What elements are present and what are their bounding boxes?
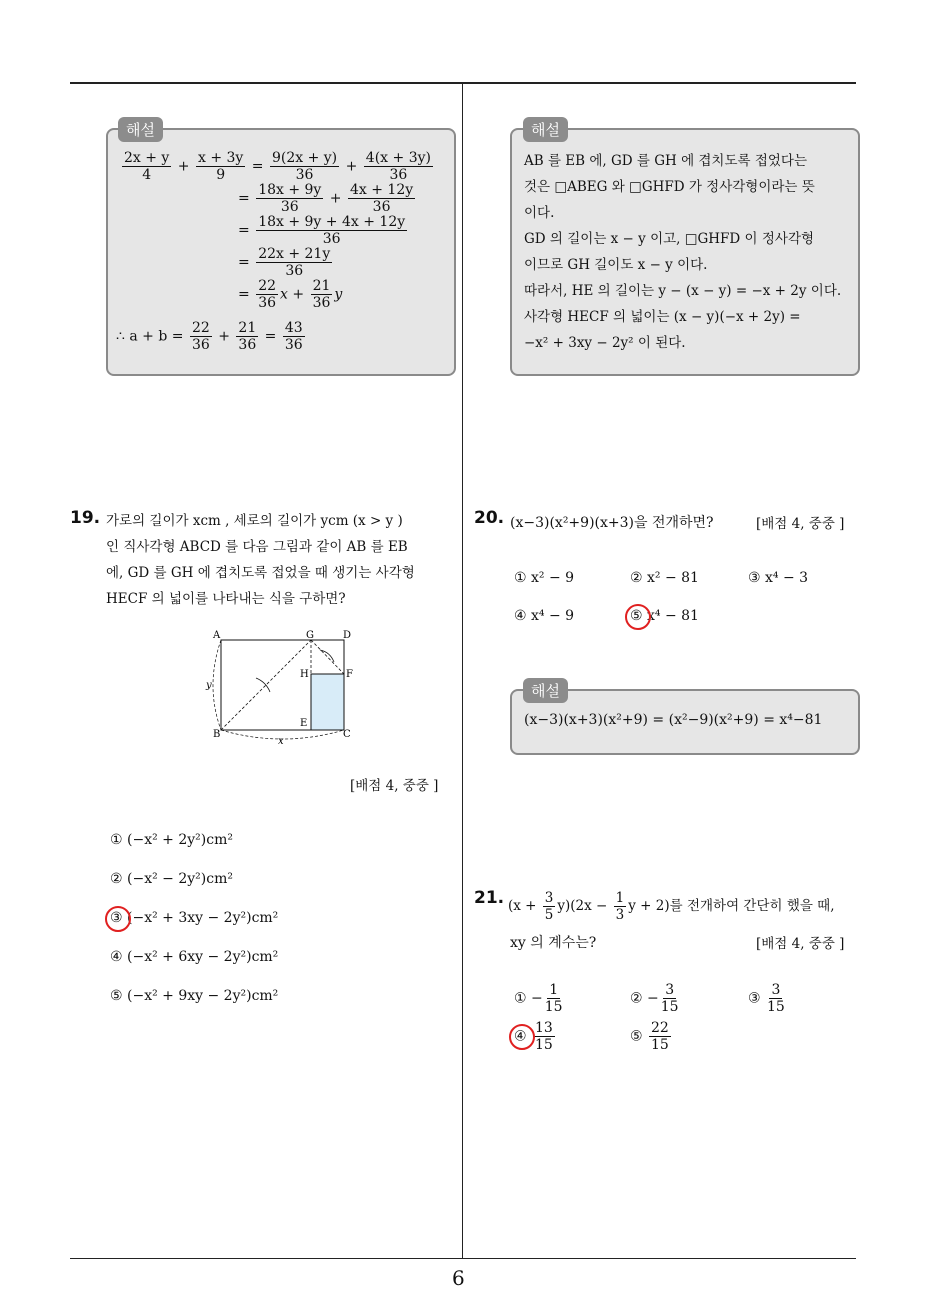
solution18-line2: = $\frac{18x + 9y}{36}$ + $\frac{4x + 12y}{36}$ (238, 182, 414, 215)
solution-tag-20: 해설 (523, 678, 568, 703)
solution-tag-18: 해설 (118, 117, 163, 142)
top-rule (70, 82, 856, 84)
solution18-line4: = $\frac{22x + 21y}{36}$ (238, 246, 331, 279)
hecf-shaded-region (311, 674, 344, 730)
fold-line-gf (311, 640, 344, 674)
question20-text: (x−3)(x²+9)(x+3)을 전개하면? (510, 515, 714, 531)
q19-choice-1[interactable]: ① (−x² + 2y²)cm² (110, 832, 233, 848)
q19-choice-3[interactable]: ③ (−x² + 3xy − 2y²)cm² (110, 910, 279, 926)
q20-choice-2[interactable]: ② x² − 81 (630, 570, 699, 586)
question21-score: [배점 4, 중중 ] (756, 936, 845, 952)
label-d: D (343, 630, 352, 641)
solution19-text (524, 148, 850, 356)
solution19-line: GD 의 길이는 x − y 이고, □GHFD 이 정사각형 (524, 231, 815, 247)
question-number-19: 19. (70, 508, 101, 528)
q21-choice-4[interactable]: ④ $\frac{13}{15}$ (514, 1020, 553, 1053)
label-c: C (343, 729, 351, 740)
solution18-line1: $\frac{2x + y}{4}$ + $\frac{x + 3y}{9}$ = $\frac{9(2x + y)}{36}$ + $\frac{4(x + 3y)}{36}$ (124, 150, 431, 183)
label-h: H (300, 669, 309, 680)
q20-choice-4[interactable]: ④ x⁴ − 9 (514, 608, 575, 624)
label-g: G (306, 630, 314, 641)
question19-text (106, 508, 456, 612)
solution18-conclusion: ∴ a + b = $\frac{22}{36}$ + $\frac{21}{36}$ = $\frac{43}{36}$ (116, 320, 303, 353)
question-number-20: 20. (474, 508, 505, 528)
solution19-line: 것은 □ABEG 와 □GHFD 가 정사각형이라는 뜻 (524, 179, 815, 195)
answer-mark-circle (509, 1024, 535, 1050)
solution19-line: 이다. (524, 205, 555, 221)
label-b: B (213, 729, 221, 740)
solution20-text: (x−3)(x+3)(x²+9) = (x²−9)(x²+9) = x⁴−81 (524, 712, 823, 728)
solution19-line: 이므로 GH 길이도 x − y 이다. (524, 257, 708, 273)
q20-choice-5[interactable]: ⑤ x⁴ − 81 (630, 608, 699, 624)
q19-choice-5[interactable]: ⑤ (−x² + 9xy − 2y²)cm² (110, 988, 279, 1004)
solution19-line: AB 를 EB 에, GD 를 GH 에 겹치도록 접었다는 (524, 153, 808, 169)
solution-tag-19: 해설 (523, 117, 568, 142)
page-number: 6 (452, 1266, 465, 1290)
label-y: y (206, 680, 212, 691)
q21-choice-1[interactable]: ① − $\frac{1}{15}$ (514, 982, 563, 1015)
question21-line2: xy 의 계수는? (510, 935, 597, 951)
q21-choice-2[interactable]: ② − $\frac{3}{15}$ (630, 982, 679, 1015)
solution19-line: 사각형 HECF 의 넓이는 (x − y)(−x + 2y) = (524, 309, 801, 325)
label-f: F (346, 669, 353, 680)
solution18-line3: = $\frac{18x + 9y + 4x + 12y}{36}$ (238, 214, 406, 247)
column-divider (462, 84, 463, 1259)
answer-mark-circle (105, 906, 131, 932)
question19-line: 에, GD 를 GH 에 겹치도록 접었을 때 생기는 사각형 (106, 565, 415, 581)
question19-score: [배점 4, 중중 ] (350, 778, 439, 794)
bottom-rule (70, 1258, 856, 1259)
q21-choice-5[interactable]: ⑤ $\frac{22}{15}$ (630, 1020, 669, 1053)
arc-left (213, 640, 221, 730)
solution18-line5: = $\frac{22}{36}$ x + $\frac{21}{36}$ y (238, 278, 343, 311)
q19-choice-4[interactable]: ④ (−x² + 6xy − 2y²)cm² (110, 949, 279, 965)
question20-score: [배점 4, 중중 ] (756, 516, 845, 532)
question19-line: HECF 의 넓이를 나타내는 식을 구하면? (106, 591, 346, 607)
q20-choice-1[interactable]: ① x² − 9 (514, 570, 575, 586)
q19-choice-2[interactable]: ② (−x² − 2y²)cm² (110, 871, 233, 887)
answer-mark-circle (625, 604, 651, 630)
question21-line1: (x + $\frac{3}{5}$ y)(2x − $\frac{1}{3}$ y + 2)를 전개하여 간단히 했을 때, (508, 890, 835, 923)
question19-line: 인 직사각형 ABCD 를 다음 그림과 같이 AB 를 EB (106, 539, 408, 555)
label-a: A (213, 630, 221, 641)
label-x: x (278, 736, 284, 746)
fold-arc-mark (256, 678, 270, 692)
question-number-21: 21. (474, 888, 505, 908)
rectangle-fold-diagram (200, 626, 360, 746)
question19-line: 가로의 길이가 xcm , 세로의 길이가 ycm (x > y ) (106, 513, 403, 529)
q21-choice-3[interactable]: ③ $\frac{3}{15}$ (748, 982, 785, 1015)
solution19-line: −x² + 3xy − 2y² 이 된다. (524, 335, 686, 351)
q20-choice-3[interactable]: ③ x⁴ − 3 (748, 570, 809, 586)
label-e: E (300, 718, 308, 729)
solution19-line: 따라서, HE 의 길이는 y − (x − y) = −x + 2y 이다. (524, 283, 842, 299)
